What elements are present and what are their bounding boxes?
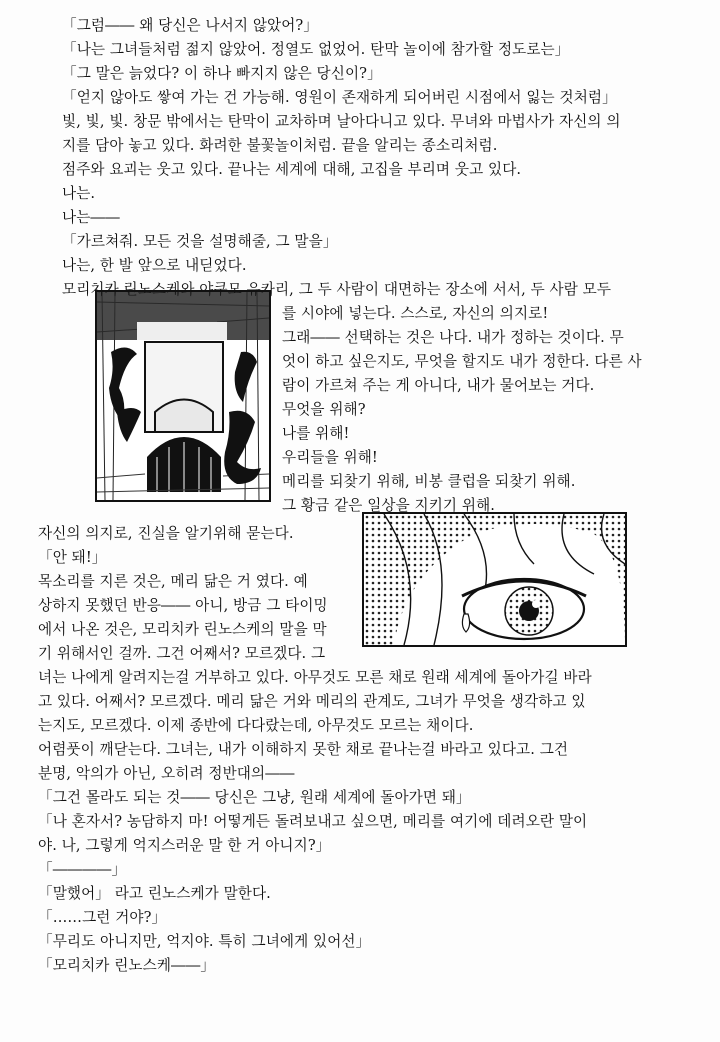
text-line: 고 있다. 어째서? 모르겠다. 메리 닮은 거와 메리의 관계도, 그녀가 무엇을 생각하고 있 bbox=[38, 693, 586, 710]
text-line: 그래―― 선택하는 것은 나다. 내가 정하는 것이다. 무 bbox=[282, 329, 624, 346]
text-line: 「그 말은 늙었다? 이 하나 빠지지 않은 당신이?」 bbox=[62, 65, 382, 82]
text-line: 「가르쳐줘. 모든 것을 설명해줄, 그 말을」 bbox=[62, 233, 338, 250]
text-line: 「그럼―― 왜 당신은 나서지 않았어?」 bbox=[62, 17, 319, 34]
text-line: 녀는 나에게 알려지는걸 거부하고 있다. 아무것도 모른 채로 원래 세계에 돌아가길 바라 bbox=[38, 669, 592, 686]
text-line: 엇이 하고 싶은지도, 무엇을 할지도 내가 정한다. 다른 사 bbox=[282, 353, 642, 370]
text-line: 나는―― bbox=[62, 209, 120, 226]
text-line: 나는. bbox=[62, 185, 96, 202]
text-line: 점주와 요괴는 웃고 있다. 끝나는 세계에 대해, 고집을 부리며 웃고 있다. bbox=[62, 161, 522, 178]
text-line: 어렴풋이 깨닫는다. 그녀는, 내가 이해하지 못한 채로 끝나는걸 바라고 있다고. 그건 bbox=[38, 741, 569, 758]
text-line: 「모리치카 린노스케――」 bbox=[38, 957, 216, 974]
text-line: 분명, 악의가 아닌, 오히려 정반대의―― bbox=[38, 765, 295, 782]
text-line: 목소리를 지른 것은, 메리 닮은 거 였다. 예 bbox=[38, 573, 308, 590]
text-line: 모리치카 린노스케와 야쿠모 유카리, 그 두 사람이 대면하는 장소에 서서, 두 사람 모두 bbox=[62, 281, 612, 298]
text-line: 「안 돼!」 bbox=[38, 549, 107, 566]
text-line: 에서 나온 것은, 모리치카 린노스케의 말을 막 bbox=[38, 621, 327, 638]
text-line: 무엇을 위해? bbox=[282, 401, 366, 418]
text-line: 자신의 의지로, 진실을 알기위해 묻는다. bbox=[38, 525, 294, 542]
text-line: 「나는 그녀들처럼 젊지 않았어. 정열도 없었어. 탄막 놀이에 참가할 정도로는」 bbox=[62, 41, 570, 58]
illustration-face-panel bbox=[362, 512, 627, 647]
text-line: 「말했어」 라고 린노스케가 말한다. bbox=[38, 885, 271, 902]
doorway-illustration bbox=[97, 292, 269, 500]
text-line: 는지도, 모르겠다. 이제 종반에 다다랐는데, 아무것도 모르는 채이다. bbox=[38, 717, 474, 734]
text-line: 나를 위해! bbox=[282, 425, 350, 442]
text-line: 야. 나, 그렇게 억지스러운 말 한 거 아니지?」 bbox=[38, 837, 331, 854]
text-line: 빛, 빛, 빛. 창문 밖에서는 탄막이 교차하며 날아다니고 있다. 무녀와 마법사가 자신의 의 bbox=[62, 113, 621, 130]
text-line: 「나 혼자서? 농담하지 마! 어떻게든 돌려보내고 싶으면, 메리를 여기에 데려오란 말이 bbox=[38, 813, 588, 830]
text-line: 「무리도 아니지만, 억지야. 특히 그녀에게 있어선」 bbox=[38, 933, 371, 950]
text-line: 우리들을 위해! bbox=[282, 449, 378, 466]
text-line: 「……그런 거야?」 bbox=[38, 909, 167, 926]
text-line: 「그건 몰라도 되는 것―― 당신은 그냥, 원래 세계에 돌아가면 돼」 bbox=[38, 789, 471, 806]
text-line: 를 시야에 넣는다. 스스로, 자신의 의지로! bbox=[282, 305, 549, 322]
text-line: 그 황금 같은 일상을 지키기 위해. bbox=[282, 497, 496, 514]
text-line: 상하지 못했던 반응―― 아니, 방금 그 타이밍 bbox=[38, 597, 328, 614]
text-line: 기 위해서인 걸까. 그건 어째서? 모르겠다. 그 bbox=[38, 645, 326, 662]
text-line: 「――――」 bbox=[38, 861, 127, 878]
text-line: 메리를 되찾기 위해, 비봉 클럽을 되찾기 위해. bbox=[282, 473, 576, 490]
text-line: 「얻지 않아도 쌓여 가는 건 가능해. 영원이 존재하게 되어버린 시점에서 잃는 것처럼」 bbox=[62, 89, 617, 106]
text-line: 나는, 한 발 앞으로 내딛었다. bbox=[62, 257, 247, 274]
text-line: 지를 담아 놓고 있다. 화려한 불꽃놀이처럼. 끝을 알리는 종소리처럼. bbox=[62, 137, 498, 154]
illustration-doorway-panel bbox=[95, 290, 271, 502]
text-line: 람이 가르쳐 주는 게 아니다, 내가 물어보는 거다. bbox=[282, 377, 595, 394]
face-closeup-illustration bbox=[364, 514, 625, 645]
